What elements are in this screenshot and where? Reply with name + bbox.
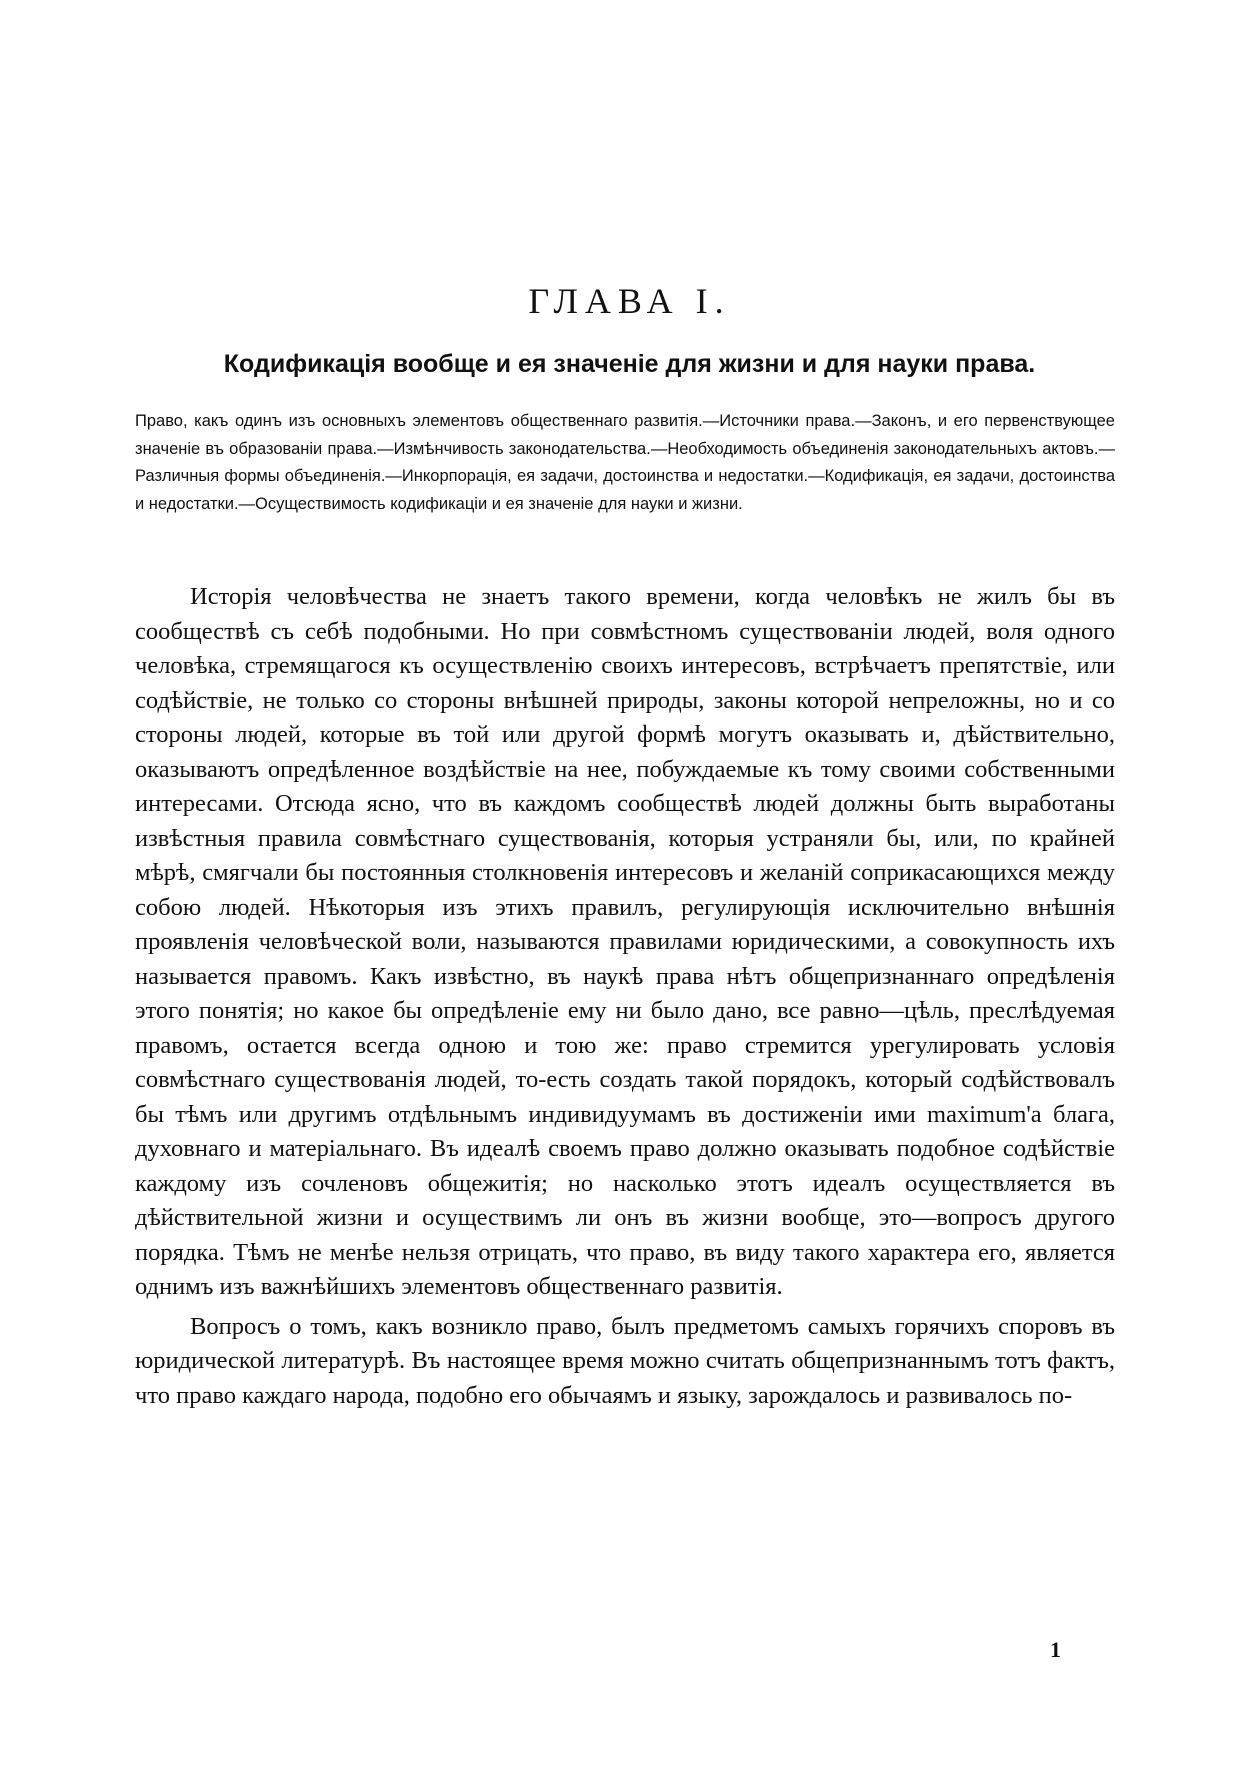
chapter-title: Кодификація вообще и ея значеніе для жизни и для науки права. bbox=[223, 350, 1036, 378]
paragraph: Исторія человѣчества не знаетъ такого времени, когда человѣкъ не жилъ бы въ сообществѣ съ себѣ подобными. Но при совмѣстномъ существованіи людей, воля одного человѣка, стремящагося къ осуществленію своихъ интересовъ, встрѣчаетъ препятствіе, или содѣйствіе, не только со стороны внѣшней природы, законы которой непреложны, но и со стороны людей, которые въ той или другой формѣ могутъ оказывать и, дѣйствительно, оказываютъ опредѣленное воздѣйствіе на нее, побуждаемые къ тому своими собственными интересами. Отсюда ясно, что въ каждомъ сообществѣ людей должны быть выработаны извѣстныя правила совмѣстнаго существованія, которыя устраняли бы, или, по крайней мѣрѣ, смягчали бы постоянныя столкновенія интересовъ и желаній соприкасающихся между собою людей. Нѣкоторыя изъ этихъ правилъ, регулирующія исключительно внѣшнія проявленія человѣческой воли, называются правилами юридическими, а совокупность ихъ называется правомъ. Какъ извѣстно, въ наукѣ права нѣтъ общепризнаннаго опредѣленія этого понятія; но какое бы опредѣленіе ему ни было дано, все равно—цѣль, преслѣдуемая правомъ, остается всегда одною и тою же: право стремится урегулировать условія совмѣстнаго существованія людей, то-есть создать такой порядокъ, который содѣйствовалъ бы тѣмъ или другимъ отдѣльнымъ индивидуумамъ въ достиженіи ими maximum'а блага, духовнаго и матеріальнаго. Въ идеалѣ своемъ право должно оказывать подобное содѣйствіе каждому изъ сочленовъ общежитія; но насколько этотъ идеалъ осуществляется въ дѣйствительной жизни и осуществимъ ли онъ въ жизни вообще, это—вопросъ другого порядка. Тѣмъ не менѣе нельзя отрицать, что право, въ виду такого характера его, является однимъ изъ важнѣйшихъ элементовъ общественнаго развитія. bbox=[135, 583, 1115, 1300]
paragraph: Вопросъ о томъ, какъ возникло право, былъ предметомъ самыхъ горячихъ споровъ въ юридической литературѣ. Въ настоящее время можно считать общепризнаннымъ тотъ фактъ, что право каждаго народа, подобно его обычаямъ и языку, зарождалось и развивалось по- bbox=[135, 1312, 1115, 1409]
body-text bbox=[135, 580, 1115, 1418]
chapter-heading: ГЛАВА I. bbox=[528, 281, 731, 321]
chapter-summary: Право, какъ одинъ изъ основныхъ элементовъ общественнаго развитія.—Источники права.—Законъ, и его первенствующее значеніе въ образованіи права.—Измѣнчивость законодательства.—Необходимость объединенія законодательныхъ актовъ.—Различныя формы объединенія.—Инкорпорація, ея задачи, достоинства и недостатки.—Кодификація, ея задачи, достоинства и недостатки.—Осуществимость кодификаціи и ея значеніе для науки и жизни. bbox=[135, 412, 1115, 513]
page-number: 1 bbox=[1050, 1637, 1061, 1662]
